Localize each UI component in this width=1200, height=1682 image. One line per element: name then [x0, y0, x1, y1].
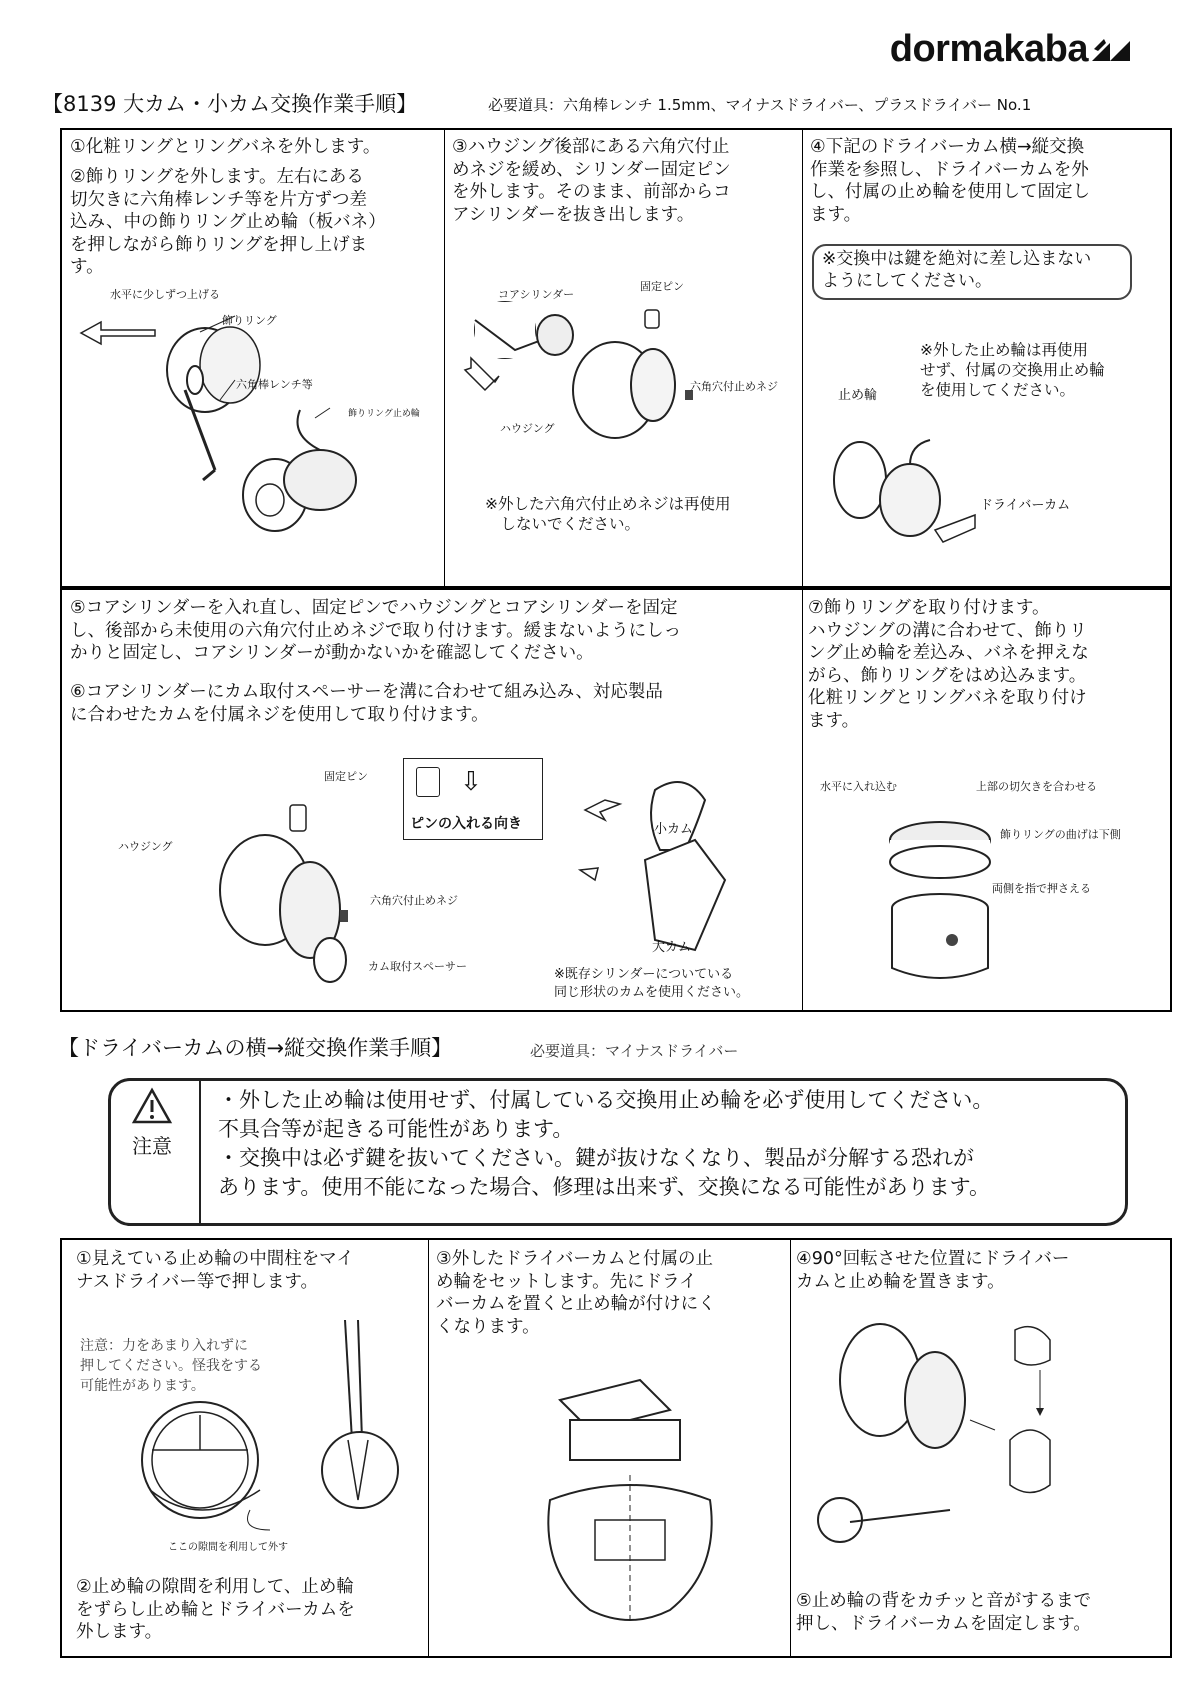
label-housing: ハウジング [500, 422, 555, 435]
label-core-cylinder: コアシリンダー [498, 288, 575, 301]
label-fixing-pin-2: 固定ピン [324, 770, 368, 783]
label-ring-retainer: 飾りリング止め輪 [348, 409, 420, 419]
step-2-text: ②飾りリングを外します。左右にある 切欠きに六角棒レンチ等を片方ずつ差 込み、中の飾りリング止め輪（板バネ） を押しながら飾りリングを押し上げま す。 [70, 167, 386, 277]
pin-direction-box: ⇩ ピンの入れる向き [403, 758, 543, 840]
label-housing-2: ハウジング [118, 840, 173, 853]
step-7-text: ⑦飾りリングを取り付けます。 ハウジングの溝に合わせて、飾りリ ング止め輪を差込み、バネを押えな がら、飾りリングをはめ込みます。 化粧リングとリングバネを取り付け ます。 [808, 598, 1089, 731]
ring-removal-illustration [75, 300, 415, 560]
caution-text: ・外した止め輪は使用せず、付属している交換用止め輪を必ず使用してください。 不具合等が起きる可能性があります。 ・交換中は必ず鍵を抜いてください。鍵が抜けなくなり、製品が分解する恐れが あります。使用不能になった場合、修理は出来ず、交換になる可能性があります。 [218, 1088, 994, 1199]
section1-tools: 必要道具：六角棒レンチ 1.5mm、マイナスドライバー、プラスドライバー No.1 [488, 96, 1032, 114]
step-3-note: ※外した六角穴付止めネジは再使用 しないでください。 [485, 495, 731, 533]
label-large-cam: 大カム [652, 940, 692, 955]
label-bend-down: 飾りリングの曲げは下側 [1000, 828, 1121, 841]
bottom-step-2-text: ②止め輪の隙間を利用して、止め輪 をずらし止め輪とドライバーカムを 外します。 [76, 1577, 355, 1642]
label-retaining-ring: 止め輪 [838, 388, 878, 403]
label-driver-cam: ドライバーカム [980, 498, 1071, 513]
step-3-text: ③ハウジング後部にある六角穴付止 めネジを緩め、シリンダー固定ピン を外します。そのまま、前部からコ アシリンダーを抜き出します。 [452, 137, 731, 225]
bottom-step-5-text: ⑤止め輪の背をカチッと音がするまで 押し、ドライバーカムを固定します。 [796, 1591, 1092, 1634]
bottom-step-4-text: ④90°回転させた位置にドライバー カムと止め輪を置きます。 [796, 1249, 1070, 1292]
bottom-step-1-text: ①見えている止め輪の中間柱をマイ ナスドライバー等で押します。 [76, 1249, 354, 1292]
label-raise-horizontal: 水平に少しずつ上げる [110, 288, 220, 301]
step-4-text: ④下記のドライバーカム横→縦交換 作業を参照し、ドライバーカムを外 し、付属の止め輪を使用して固定し ます。 [810, 137, 1090, 225]
step-6-note: ※既存シリンダーについている 同じ形状のカムを使用ください。 [554, 967, 750, 1000]
pin-direction-label: ピンの入れる向き [410, 816, 522, 832]
rotated-cam-illustration [800, 1310, 1130, 1560]
warning-icon [132, 1088, 172, 1124]
section2-title: 【ドライバーカムの横→縦交換作業手順】 [58, 1036, 453, 1060]
brand-mark-icon [1092, 39, 1132, 61]
label-cam-spacer: カム取付スペーサー [368, 960, 467, 973]
step-5-text: ⑤コアシリンダーを入れ直し、固定ピンでハウジングとコアシリンダーを固定 し、後部から未使用の六角穴付止めネジで取り付けます。緩まないようにしっ かりと固定し、コアシリンダーが動かないかを確認してください。 [70, 598, 682, 663]
label-fixing-pin: 固定ピン [640, 280, 684, 293]
step-4-warning: ※交換中は鍵を絶対に差し込まない ようにしてください。 [812, 244, 1132, 300]
bottom-step-1-note: 注意：力をあまり入れずに 押してください。怪我をする 可能性があります。 [80, 1338, 262, 1394]
label-hex-wrench: 六角棒レンチ等 [236, 378, 313, 391]
label-hex-screw: 六角穴付止めネジ [690, 380, 778, 393]
step-4-note: ※外した止め輪は再使用 せず、付属の交換用止め輪 を使用してください。 [920, 341, 1105, 399]
caution-label: 注意 [132, 1134, 172, 1158]
label-align-notch: 上部の切欠きを合わせる [976, 780, 1097, 793]
label-insert-horizontal: 水平に入れ込む [820, 780, 897, 793]
cam-set-illustration [540, 1370, 740, 1630]
label-small-cam: 小カム [654, 822, 694, 837]
brand-logo [890, 28, 1132, 71]
section2-tools: 必要道具：マイナスドライバー [530, 1042, 739, 1060]
brand-name: dormakaba [889, 28, 1088, 70]
label-decor-ring: 飾りリング [222, 314, 277, 327]
label-use-gap: ここの隙間を利用して外す [168, 1542, 288, 1553]
step-1-text: ①化粧リングとリングバネを外します。 [70, 137, 381, 157]
section1-title: 【8139 大カム・小カム交換作業手順】 [42, 92, 418, 116]
label-press-both: 両側を指で押さえる [992, 882, 1091, 895]
label-hex-screw-2: 六角穴付止めネジ [370, 894, 458, 907]
step-6-text: ⑥コアシリンダーにカム取付スペーサーを溝に合わせて組み込み、対応製品 に合わせたカムを付属ネジを使用して取り付けます。 [70, 682, 663, 725]
bottom-step-3-text: ③外したドライバーカムと付属の止 め輪をセットします。先にドライ バーカムを置くと止め輪が付けにく くなります。 [436, 1249, 716, 1337]
